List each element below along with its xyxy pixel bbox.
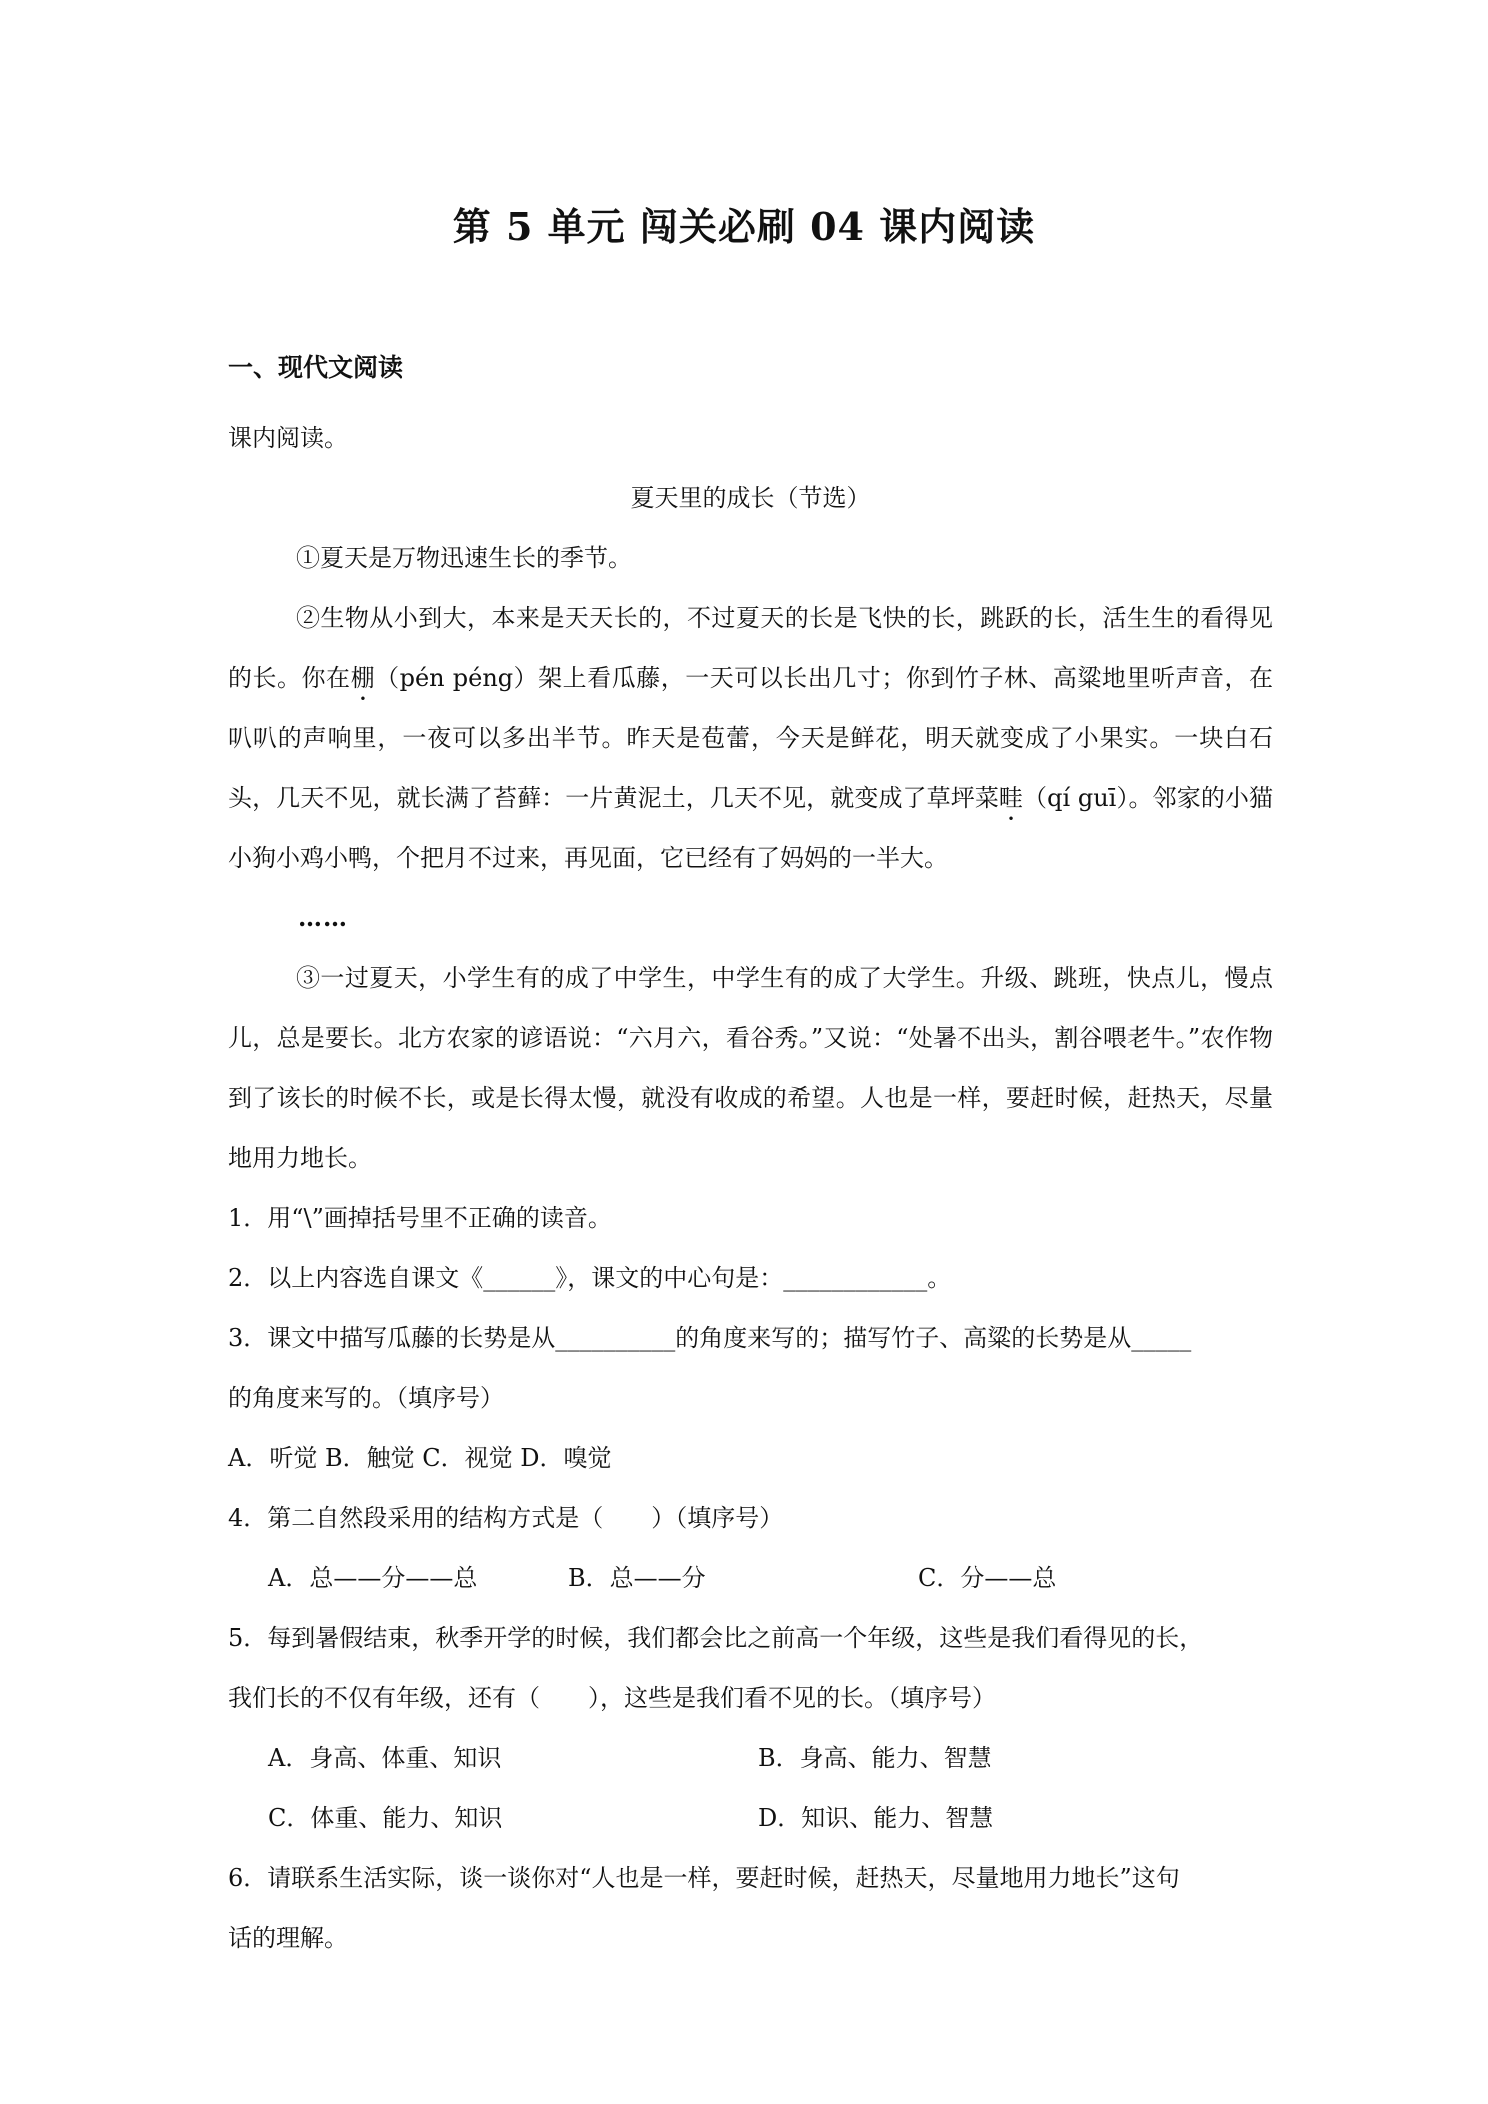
question-5-continued: 我们长的不仅有年级，还有（ ），这些是我们看不见的长。（填序号）	[228, 1684, 996, 1712]
question-3-options: A．听觉 B．触觉 C．视觉 D．嗅觉	[228, 1444, 612, 1472]
paragraph-text: ②生物从小到大，本来是天天长的，不过夏天的长是飞快的长，跳跃的长，活生生的看得见的长。你在	[228, 604, 1273, 692]
passage-paragraph-2	[228, 588, 1273, 888]
question-4-options	[228, 1548, 1273, 1608]
intro-text: 课内阅读。	[228, 424, 348, 452]
question-5: 5．每到暑假结束，秋季开学的时候，我们都会比之前高一个年级，这些是我们看得见的长，	[228, 1624, 1204, 1652]
question-1: 1．用“\”画掉括号里不正确的读音。	[228, 1204, 612, 1232]
question-4: 4．第二自然段采用的结构方式是（ ）（填序号）	[228, 1504, 784, 1532]
option-b: B．总——分	[568, 1564, 706, 1592]
option-a: A．身高、体重、知识	[268, 1744, 502, 1772]
section-heading: 一、现代文阅读	[228, 353, 404, 382]
emphasized-character: 棚	[350, 664, 376, 692]
option-c: C．分——总	[918, 1564, 1057, 1592]
worksheet-body	[228, 350, 1273, 1968]
passage-ellipsis: ……	[298, 903, 348, 932]
question-6: 6．请联系生活实际，谈一谈你对“人也是一样，要赶时候，赶热天，尽量地用力地长”这句	[228, 1864, 1180, 1892]
passage-title: 夏天里的成长（节选）	[630, 484, 871, 512]
question-6-continued: 话的理解。	[228, 1924, 348, 1952]
question-3-continued: 的角度来写的。（填序号）	[228, 1384, 504, 1412]
emphasized-character: 畦	[998, 784, 1024, 812]
option-a: A．总——分——总	[268, 1564, 478, 1592]
passage-paragraph-3: ③一过夏天，小学生有的成了中学生，中学生有的成了大学生。升级、跳班，快点儿，慢点儿，总是要长。北方农家的谚语说：“六月六，看谷秀。”又说：“处暑不出头，割谷喂老牛。”农作物到了该长的时候不长，或是长得太慢，就没有收成的希望。人也是一样，要赶时候，赶热天，尽量地用力地长。	[228, 964, 1273, 1172]
reading-passage	[228, 468, 1273, 1188]
option-c: C．体重、能力、知识	[268, 1804, 503, 1832]
questions	[228, 1188, 1273, 1968]
option-d: D．知识、能力、智慧	[758, 1804, 994, 1832]
passage-paragraph-1: ①夏天是万物迅速生长的季节。	[296, 544, 632, 572]
question-5-options-row-2	[228, 1788, 1273, 1848]
question-3: 3．课文中描写瓜藤的长势是从__________的角度来写的；描写竹子、高粱的长势是从_____	[228, 1324, 1192, 1352]
paragraph-text: （qí guī）。邻家的小猫小狗小鸡小鸭，个把月不过来，再见面，它已经有了妈妈的一半大。	[228, 784, 1273, 872]
option-b: B．身高、能力、智慧	[758, 1744, 992, 1772]
page-title: 第 5 单元 闯关必刷 04 课内阅读	[452, 204, 1036, 249]
paragraph-text: （pén péng）架上看瓜藤，一天可以长出几寸；你到竹子林、高粱地里听声音，在叭叭的声响里，一夜可以多出半节。昨天是苞蕾，今天是鲜花，明天就变成了小果实。一块白石头，几天不见，就长满了苔藓：一片黄泥土，几天不见，就变成了草坪菜	[228, 664, 1273, 812]
question-5-options-row-1	[228, 1728, 1273, 1788]
question-2: 2．以上内容选自课文《______》，课文的中心句是：____________。	[228, 1264, 952, 1292]
